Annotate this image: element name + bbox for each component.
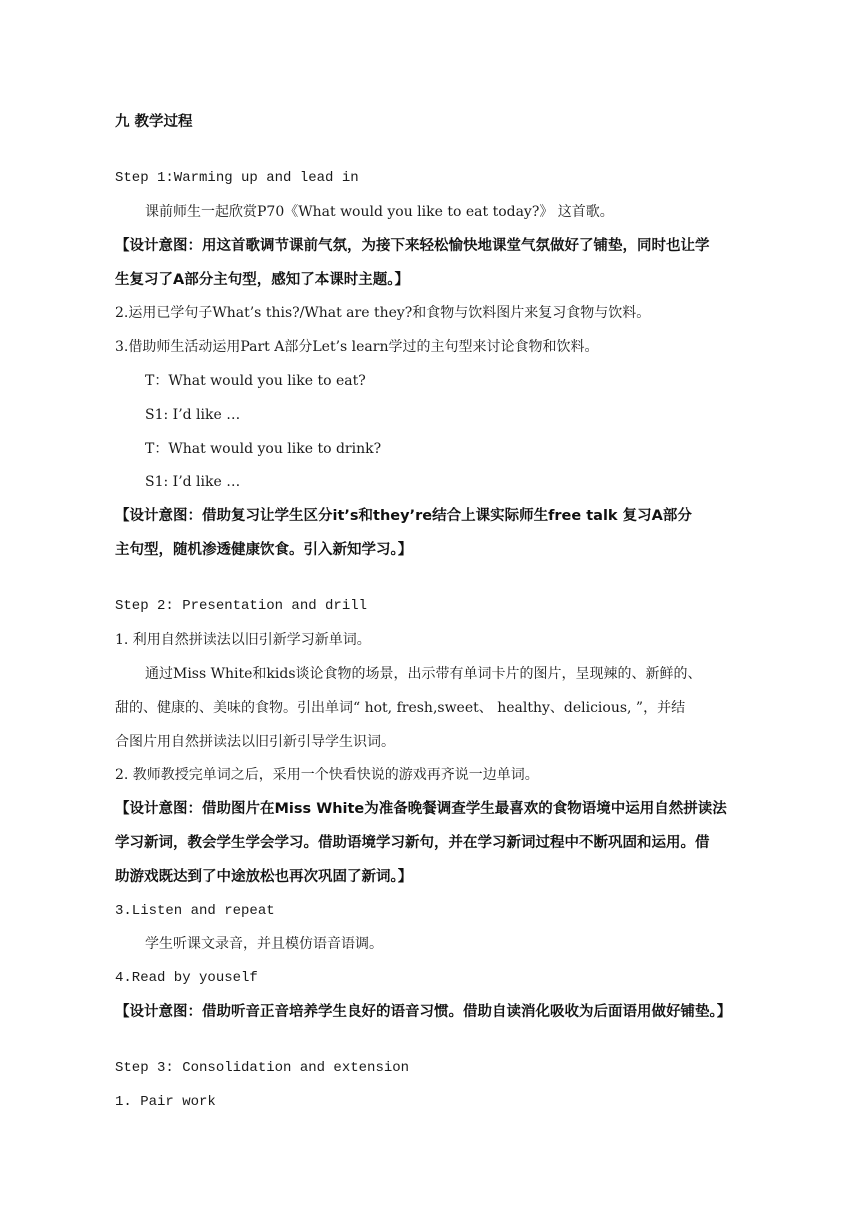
- step2-paragraph-line-2: 甜的、健康的、美味的食物。引出单词“ hot, fresh,sweet、 healthy、delicious, ”，并结: [115, 700, 686, 716]
- design-intent-2-line-2: 主句型，随机渗透健康饮食。引入新知学习。】: [115, 542, 413, 558]
- section-title: 九 教学过程: [115, 114, 193, 130]
- design-intent-4: 【设计意图：借助听音正音培养学生良好的语音习惯。借助自读消化吸收为后面语用做好铺垫。】: [115, 1004, 732, 1020]
- step1-heading: Step 1:Warming up and lead in: [115, 170, 359, 186]
- step2-item-3: 3.Listen and repeat: [115, 903, 275, 919]
- step1-paragraph: 课前师生一起欣赏P70《What would you like to eat today?》 这首歌。: [145, 204, 614, 220]
- step2-item-2: 2. 教师教授完单词之后，采用一个快看快说的游戏再齐说一边单词。: [115, 767, 539, 783]
- dialogue-line: T：What would you like to drink?: [145, 441, 382, 457]
- dialogue-line: S1: I’d like …: [145, 407, 241, 423]
- design-intent-3-line-2: 学习新词，教会学生学会学习。借助语境学习新句，并在学习新词过程中不断巩固和运用。借: [115, 835, 710, 851]
- step1-item-2: 2.运用已学句子What’s this?/What are they?和食物与饮料图片来复习食物与饮料。: [115, 305, 651, 321]
- step2-heading: Step 2: Presentation and drill: [115, 598, 368, 614]
- design-intent-3-line-3: 助游戏既达到了中途放松也再次巩固了新词。】: [115, 869, 413, 885]
- dialogue-line: S1: I’d like …: [145, 474, 241, 490]
- step2-paragraph-line-3: 合图片用自然拼读法以旧引新引导学生识词。: [115, 734, 395, 750]
- design-intent-1-line-1: 【设计意图：用这首歌调节课前气氛，为接下来轻松愉快地课堂气氛做好了铺垫，同时也让学: [115, 238, 710, 254]
- design-intent-2-line-1: 【设计意图：借助复习让学生区分it’s和they’re结合上课实际师生free talk 复习A部分: [115, 508, 692, 524]
- dialogue-line: T：What would you like to eat?: [145, 373, 366, 389]
- step2-paragraph: 学生听课文录音，并且模仿语音语调。: [145, 936, 383, 952]
- step2-paragraph-line-1: 通过Miss White和kids谈论食物的场景，出示带有单词卡片的图片，呈现辣的、新鲜的、: [145, 666, 702, 682]
- design-intent-1-line-2: 生复习了A部分主句型，感知了本课时主题。】: [115, 272, 409, 288]
- step3-item-1: 1. Pair work: [115, 1094, 216, 1110]
- design-intent-3-line-1: 【设计意图：借助图片在Miss White为准备晚餐调查学生最喜欢的食物语境中运用自然拼读法: [115, 801, 727, 817]
- step3-heading: Step 3: Consolidation and extension: [115, 1060, 410, 1076]
- step2-item-1: 1. 利用自然拼读法以旧引新学习新单词。: [115, 632, 371, 648]
- step2-item-4: 4.Read by youself: [115, 970, 258, 986]
- step1-item-3: 3.借助师生活动运用Part A部分Let’s learn学过的主句型来讨论食物和饮料。: [115, 339, 599, 355]
